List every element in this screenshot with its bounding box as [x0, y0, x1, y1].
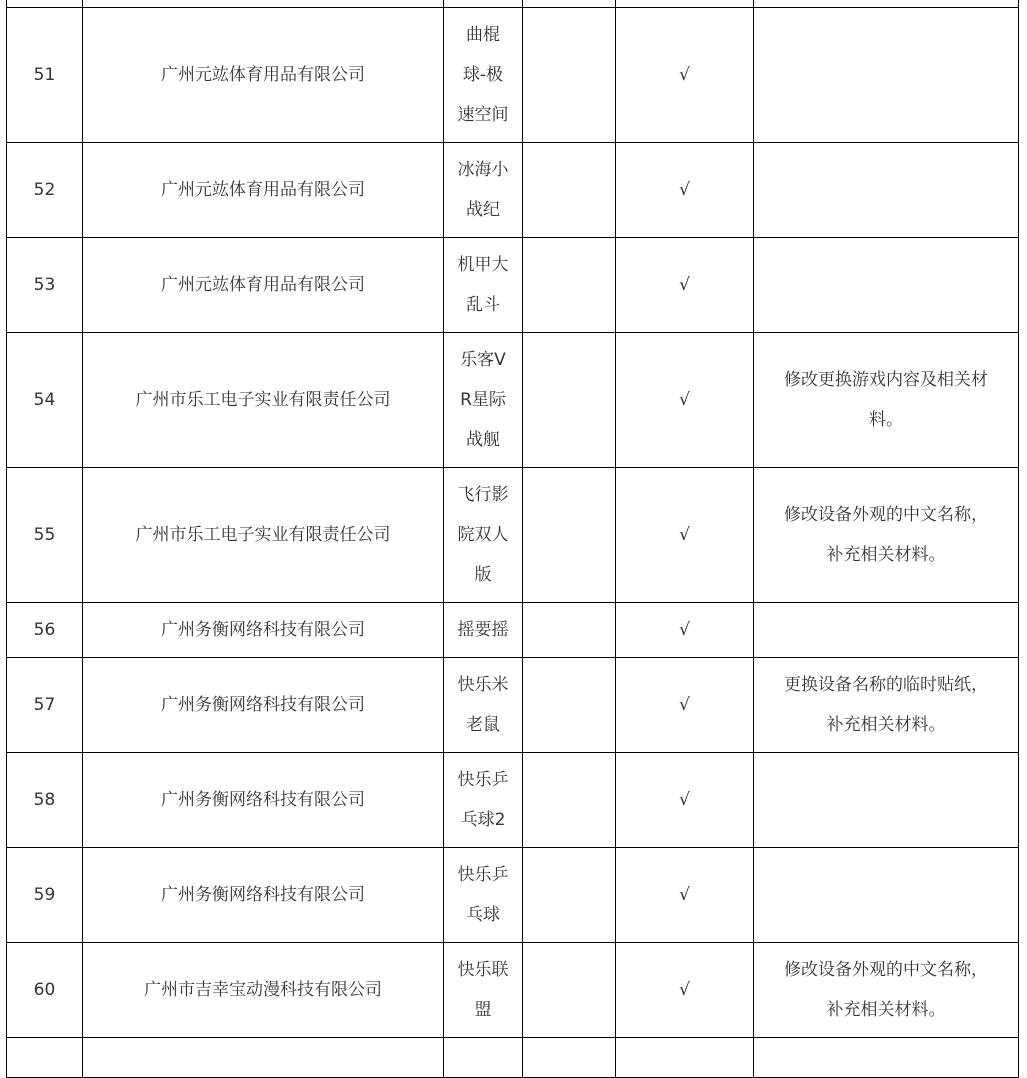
cell-empty — [523, 0, 616, 8]
cell-empty — [616, 1038, 754, 1078]
table-row — [7, 848, 1019, 943]
company-name: 广州务衡网络科技有限公司 — [83, 848, 444, 943]
cell-empty — [523, 468, 616, 603]
cell-empty — [523, 8, 616, 143]
cell-empty — [7, 0, 83, 8]
cell-empty — [523, 238, 616, 333]
remark — [754, 658, 1019, 753]
inspection-table — [6, 0, 1019, 1078]
product-name-line: 速空间 — [457, 105, 509, 125]
product-name-line: 乓球 — [466, 905, 500, 925]
cell-empty — [754, 1038, 1019, 1078]
table-row-top-partial — [7, 0, 1019, 8]
cell-empty — [523, 1038, 616, 1078]
product-name-line: 机甲大 — [457, 255, 509, 275]
row-number: 56 — [7, 603, 83, 658]
row-number: 60 — [7, 943, 83, 1038]
cell-empty — [523, 753, 616, 848]
product-name-line: 乱斗 — [466, 295, 500, 315]
table-row — [7, 238, 1019, 333]
product-name-line: 快乐乒 — [457, 865, 509, 885]
remark-line: 补充相关材料。 — [826, 715, 946, 735]
product-name-line: 快乐联 — [457, 960, 509, 980]
row-number: 51 — [7, 8, 83, 143]
row-number: 59 — [7, 848, 83, 943]
company-name: 广州市乐工电子实业有限责任公司 — [83, 333, 444, 468]
table-row — [7, 603, 1019, 658]
remark — [754, 8, 1019, 143]
product-name-line: 飞行影 — [457, 485, 509, 505]
product-name — [444, 8, 523, 143]
cell-empty — [523, 658, 616, 753]
product-name-line: 快乐米 — [457, 675, 509, 695]
product-name — [444, 143, 523, 238]
remark — [754, 143, 1019, 238]
remark — [754, 238, 1019, 333]
check-mark: √ — [616, 143, 754, 238]
product-name-line: 战纪 — [466, 200, 500, 220]
product-name-line: 乓球2 — [460, 810, 506, 830]
row-number: 58 — [7, 753, 83, 848]
cell-empty — [83, 0, 444, 8]
row-number: 53 — [7, 238, 83, 333]
row-number: 52 — [7, 143, 83, 238]
company-name: 广州务衡网络科技有限公司 — [83, 603, 444, 658]
remark-line: 补充相关材料。 — [826, 1000, 946, 1020]
remark — [754, 468, 1019, 603]
check-mark: √ — [616, 238, 754, 333]
cell-empty — [7, 1038, 83, 1078]
cell-empty — [83, 1038, 444, 1078]
company-name: 广州元竑体育用品有限公司 — [83, 8, 444, 143]
row-number: 57 — [7, 658, 83, 753]
product-name-line: 战舰 — [466, 430, 500, 450]
check-mark: √ — [616, 603, 754, 658]
table-row — [7, 143, 1019, 238]
remark-line: 更换设备名称的临时贴纸， — [784, 675, 988, 695]
cell-empty — [523, 333, 616, 468]
check-mark: √ — [616, 848, 754, 943]
table-row — [7, 333, 1019, 468]
check-mark: √ — [616, 8, 754, 143]
cell-empty — [754, 0, 1019, 8]
remark-line: 补充相关材料。 — [826, 545, 946, 565]
product-name — [444, 468, 523, 603]
product-name-line: 曲棍 — [466, 25, 500, 45]
product-name — [444, 238, 523, 333]
product-name — [444, 603, 523, 658]
product-name — [444, 943, 523, 1038]
cell-empty — [523, 143, 616, 238]
company-name: 广州务衡网络科技有限公司 — [83, 753, 444, 848]
cell-empty — [523, 848, 616, 943]
table-row — [7, 468, 1019, 603]
product-name-line: R星际 — [460, 390, 506, 410]
remark — [754, 603, 1019, 658]
company-name: 广州元竑体育用品有限公司 — [83, 238, 444, 333]
product-name-line: 冰海小 — [457, 160, 509, 180]
product-name — [444, 658, 523, 753]
cell-empty — [444, 0, 523, 8]
table-row-bottom-partial — [7, 1038, 1019, 1078]
row-number: 54 — [7, 333, 83, 468]
company-name: 广州市乐工电子实业有限责任公司 — [83, 468, 444, 603]
remark-line: 修改更换游戏内容及相关材 — [784, 370, 988, 390]
table-row — [7, 943, 1019, 1038]
product-name — [444, 753, 523, 848]
check-mark: √ — [616, 753, 754, 848]
table-row — [7, 658, 1019, 753]
product-name-line: 快乐乒 — [457, 770, 509, 790]
remark — [754, 753, 1019, 848]
product-name-line: 摇要摇 — [457, 620, 509, 640]
cell-empty — [616, 0, 754, 8]
table-row — [7, 8, 1019, 143]
product-name — [444, 848, 523, 943]
product-name-line: 院双人 — [457, 525, 509, 545]
check-mark: √ — [616, 658, 754, 753]
company-name: 广州市吉幸宝动漫科技有限公司 — [83, 943, 444, 1038]
check-mark: √ — [616, 943, 754, 1038]
product-name — [444, 333, 523, 468]
remark-line: 料。 — [869, 410, 903, 430]
remark — [754, 943, 1019, 1038]
company-name: 广州务衡网络科技有限公司 — [83, 658, 444, 753]
cell-empty — [444, 1038, 523, 1078]
company-name: 广州元竑体育用品有限公司 — [83, 143, 444, 238]
row-number: 55 — [7, 468, 83, 603]
remark-line: 修改设备外观的中文名称， — [784, 960, 988, 980]
cell-empty — [523, 943, 616, 1038]
product-name-line: 乐客V — [460, 350, 506, 370]
product-name-line: 版 — [474, 565, 492, 585]
product-name-line: 盟 — [474, 1000, 492, 1020]
remark-line: 修改设备外观的中文名称， — [784, 505, 988, 525]
cell-empty — [523, 603, 616, 658]
check-mark: √ — [616, 333, 754, 468]
table-row — [7, 753, 1019, 848]
check-mark: √ — [616, 468, 754, 603]
product-name-line: 球-极 — [462, 65, 504, 85]
table-body — [7, 0, 1019, 1078]
remark — [754, 333, 1019, 468]
product-name-line: 老鼠 — [466, 715, 500, 735]
remark — [754, 848, 1019, 943]
